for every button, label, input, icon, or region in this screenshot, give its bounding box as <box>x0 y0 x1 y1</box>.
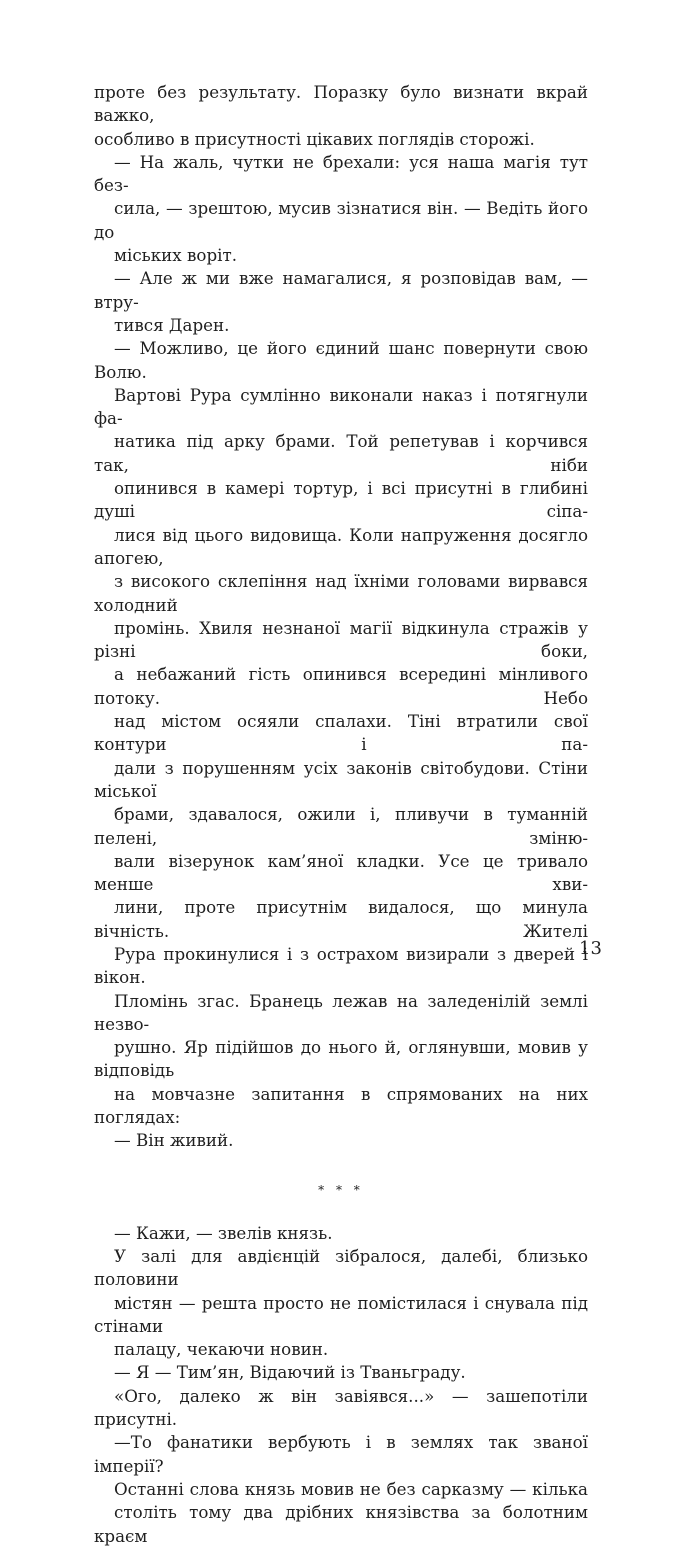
paragraph <box>94 1361 588 1384</box>
text-line: лися від цього видовища. Коли напруження досягло апогею, <box>94 524 588 568</box>
paragraph <box>94 1478 588 1548</box>
text-line: проте без результату. Поразку було визнати вкрай важко, <box>94 82 588 126</box>
text-line: У залі для авдієнцій зібралося, далебі, близько половини <box>94 1245 588 1290</box>
text-line: Пломінь згас. Бранець лежав на заледенілій землі незво- <box>94 990 588 1034</box>
paragraph <box>94 151 588 267</box>
text-line: натика під арку брами. Той репетував і корчився так, ніби <box>94 431 588 475</box>
paragraph <box>94 1385 588 1432</box>
section-separator: * * * <box>318 1182 364 1197</box>
text-line: — Можливо, це його єдиний шанс повернути свою Волю. <box>94 338 588 382</box>
text-line: брами, здавалося, ожили і, пливучи в туманній пелені, зміню- <box>94 804 588 848</box>
text-line: Рура прокинулися і з острахом визирали з дверей і вікон. <box>94 943 588 988</box>
text-line: сила, — зрештою, мусив зізнатися він. — Ведіть його до <box>94 198 588 242</box>
text-line: — На жаль, чутки не брехали: уся наша магія тут без- <box>94 151 588 196</box>
page-body <box>94 81 588 1548</box>
paragraph <box>94 1245 588 1361</box>
paragraph <box>94 1431 588 1478</box>
text-line: «Ого, далеко ж він завіявся...» — зашепотіли присутні. <box>94 1385 588 1430</box>
text-line: а небажаний гість опинився всередині мінливого потоку. Небо <box>94 664 588 708</box>
text-line: особливо в присутності цікавих поглядів сторожі. <box>94 128 535 149</box>
text-line: міських воріт. <box>114 245 238 266</box>
text-line: палацу, чекаючи новин. <box>114 1339 329 1360</box>
text-line: Вартові Рура сумлінно виконали наказ і потягнули фа- <box>94 384 588 429</box>
text-line: тився Дарен. <box>114 314 230 335</box>
text-line: вали візерунок кам’яної кладки. Усе це тривало менше хви- <box>94 850 588 895</box>
paragraph <box>94 990 588 1130</box>
paragraph <box>94 267 588 337</box>
page-number: 13 <box>579 938 602 959</box>
text-line: — Але ж ми вже намагалися, я розповідав вам, — втру- <box>94 268 588 312</box>
text-line: з високого склепіння над їхніми головами вирвався холодний <box>94 571 588 615</box>
text-line: — Кажи, — звелів князь. <box>114 1222 333 1243</box>
paragraph <box>94 384 588 990</box>
text-line: рушно. Яр підійшов до нього й, оглянувши, мовив у відповідь <box>94 1037 588 1081</box>
text-block-before-separator <box>94 81 588 1153</box>
text-line: промінь. Хвиля незнаної магії відкинула стражів у різні боки, <box>94 617 588 662</box>
text-line: дали з порушенням усіх законів світобудови. Стіни міської <box>94 757 588 801</box>
paragraph <box>94 337 588 384</box>
text-line: —То фанатики вербують і в землях так званої імперії? <box>94 1432 588 1476</box>
text-block-after-separator <box>94 1222 588 1548</box>
text-line: опинився в камері тортур, і всі присутні в глибині душі сіпа- <box>94 478 588 522</box>
paragraph <box>94 1222 588 1245</box>
text-line: століть тому два дрібних князівства за болотним краєм <box>94 1502 588 1546</box>
text-line: Останні слова князь мовив не без сарказму — кілька <box>114 1478 588 1499</box>
text-line: над містом осяяли спалахи. Тіні втратили свої контури і па- <box>94 711 588 755</box>
paragraph <box>94 1129 588 1152</box>
text-line: лини, проте присутнім видалося, що минула вічність. Жителі <box>94 897 588 941</box>
paragraph <box>94 81 588 151</box>
text-line: — Він живий. <box>114 1130 234 1151</box>
text-line: на мовчазне запитання в спрямованих на них поглядах: <box>94 1083 588 1128</box>
text-line: містян — решта просто не помістилася і снувала під стінами <box>94 1292 588 1336</box>
text-line: — Я — Тим’ян, Відаючий із Тваньграду. <box>114 1362 466 1383</box>
